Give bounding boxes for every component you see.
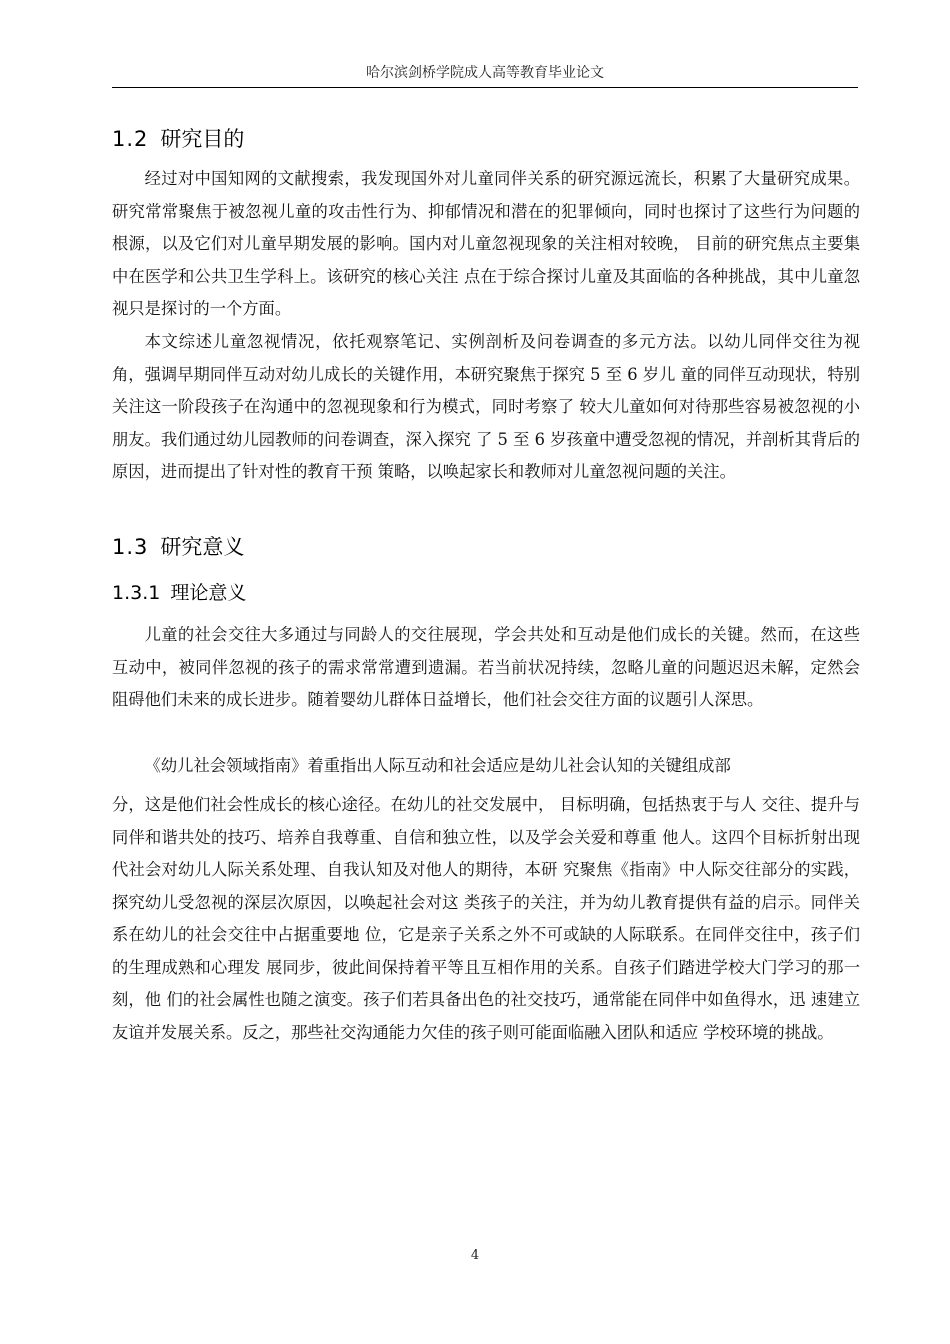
section-number: 1.3 <box>112 535 149 559</box>
section-heading-1-2 <box>112 123 244 153</box>
paragraph-research-purpose-1: 经过对中国知网的文献搜索，我发现国外对儿童同伴关系的研究源远流长，积累了大量研究成果。研究常常聚焦于被忽视儿童的攻击性行为、抑郁情况和潜在的犯罪倾向，同时也探讨了这些行为问题的根源，以及它们对儿童早期发展的影响。国内对儿童忽视现象的关注相对较晚， 目前的研究焦点主要集中在医学和公共卫生学科上。该研究的核心关注 点在于综合探讨儿童及其面临的各种挑战，其中儿童忽视只是探讨的一个方面。 <box>112 169 860 318</box>
running-header: 哈尔滨剑桥学院成人高等教育毕业论文 <box>366 65 604 81</box>
section-title: 研究意义 <box>160 535 245 559</box>
paragraph-theory-1: 儿童的社会交往大多通过与同龄人的交往展现，学会共处和互动是他们成长的关键。然而，在这些互动中，被同伴忽视的孩子的需求常常遭到遗漏。若当前状况持续，忽略儿童的问题迟迟未解，定然会阻碍他们未来的成长进步。随着婴幼儿群体日益增长，他们社会交往方面的议题引人深思。 <box>112 625 860 709</box>
page-number: 4 <box>470 1248 480 1263</box>
subsection-title: 理论意义 <box>170 582 247 604</box>
subsection-heading-1-3-1 <box>112 578 246 605</box>
paragraph-theory-3: 分，这是他们社会性成长的核心途径。在幼儿的社交发展中， 目标明确，包括热衷于与人 交往、提升与同伴和谐共处的技巧、培养自我尊重、自信和独立性，以及学会关爱和尊重 他人。这四个目标折射出现代社会对幼儿人际关系处理、自我认知及对他人的期待，本研 究聚焦《指南》中人际交往部分的实践，探究幼儿受忽视的深层次原因，以唤起社会对这 类孩子的关注，并为幼儿教育提供有益的启示。同伴关系在幼儿的社会交往中占据重要地 位，它是亲子关系之外不可或缺的人际联系。在同伴交往中，孩子们的生理成熟和心理发 展同步，彼此间保持着平等且互相作用的关系。自孩子们踏进学校大门学习的那一刻，他 们的社会属性也随之演变。孩子们若具备出色的社交技巧，通常能在同伴中如鱼得水，迅 速建立友谊并发展关系。反之，那些社交沟通能力欠佳的孩子则可能面临融入团队和适应 学校环境的挑战。 <box>112 795 860 1042</box>
header-rule <box>112 87 858 88</box>
paragraph-research-purpose-2: 本文综述儿童忽视情况，依托观察笔记、实例剖析及问卷调查的多元方法。以幼儿同伴交往为视角，强调早期同伴互动对幼儿成长的关键作用，本研究聚焦于探究 5 至 6 岁儿 童的同伴互动现状，特别关注这一阶段孩子在沟通中的忽视现象和行为模式，同时考察了 较大儿童如何对待那些容易被忽视的小朋友。我们通过幼儿园教师的问卷调查，深入探究 了 5 至 6 岁孩童中遭受忽视的情况，并剖析其背后的原因，进而提出了针对性的教育干预 策略，以唤起家长和教师对儿童忽视问题的关注。 <box>112 332 860 481</box>
section-number: 1.2 <box>112 127 149 151</box>
subsection-number: 1.3.1 <box>112 582 161 604</box>
section-heading-1-3 <box>112 531 244 561</box>
paragraph-theory-2: 《幼儿社会领域指南》着重指出人际互动和社会适应是幼儿社会认知的关键组成部 <box>144 756 731 775</box>
section-title: 研究目的 <box>160 127 245 151</box>
